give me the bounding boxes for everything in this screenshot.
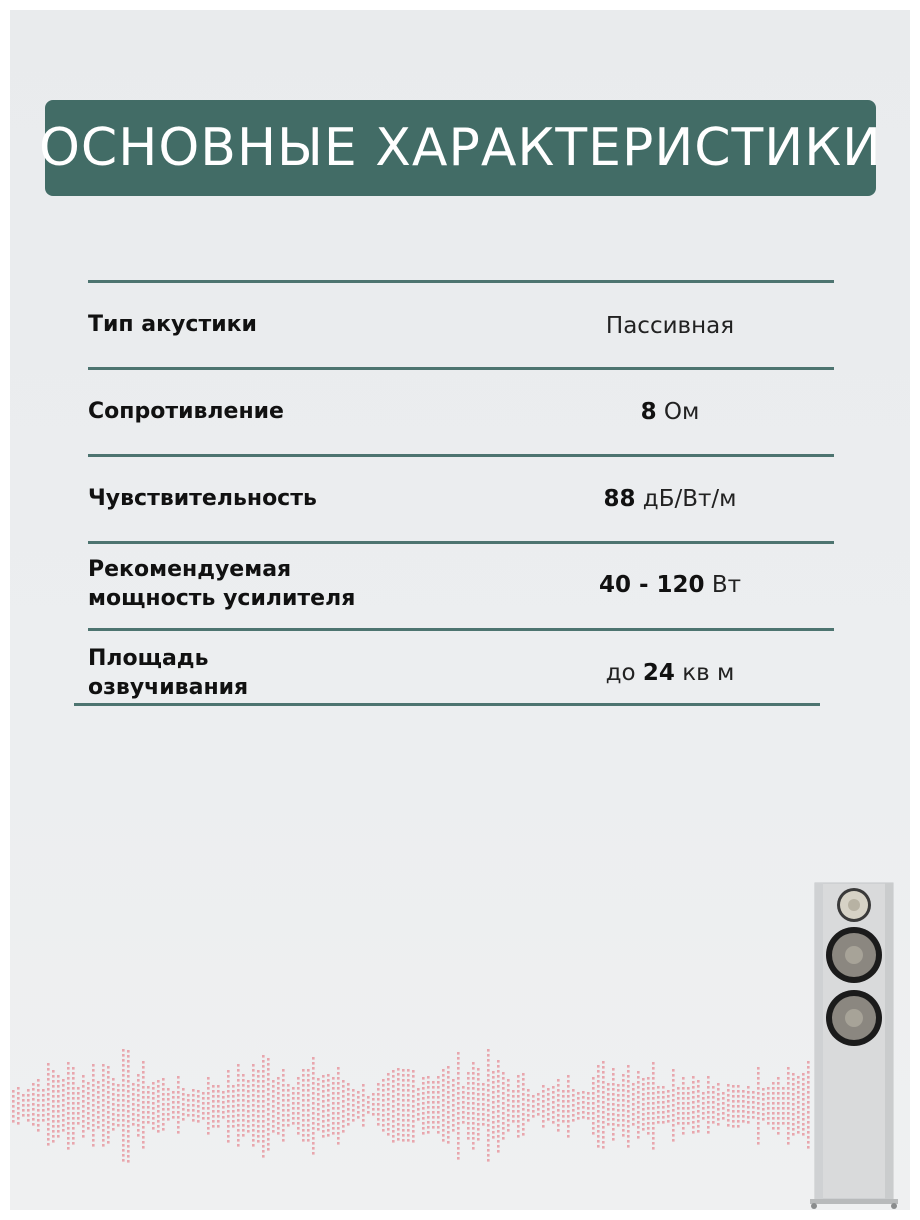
product-card bbox=[10, 10, 910, 1210]
divider bbox=[88, 541, 834, 544]
floorstanding-speaker-icon bbox=[800, 875, 910, 1210]
spec-label-impedance: Сопротивление bbox=[88, 399, 284, 424]
page-title: ОСНОВНЫЕ ХАРАКТЕРИСТИКИ bbox=[39, 118, 883, 178]
divider bbox=[88, 280, 834, 283]
spec-value-amp-power: 40 - 120 Вт bbox=[598, 572, 742, 598]
spec-label-amp-power: Рекомендуемая мощность усилителя bbox=[88, 557, 356, 611]
divider bbox=[88, 367, 834, 370]
divider bbox=[74, 703, 820, 706]
spec-label-type: Тип акустики bbox=[88, 312, 257, 337]
title-banner bbox=[39, 100, 883, 196]
divider bbox=[88, 628, 834, 631]
spec-label-coverage: Площадь озвучивания bbox=[88, 646, 249, 700]
spec-value-type: Пассивная bbox=[605, 313, 735, 339]
spec-label-sensitivity: Чувствительность bbox=[88, 486, 317, 511]
sound-waveform-icon bbox=[10, 1040, 910, 1170]
divider bbox=[88, 454, 834, 457]
spec-value-impedance: 8 Ом bbox=[640, 399, 700, 425]
spec-value-sensitivity: 88 дБ/Вт/м bbox=[603, 486, 737, 512]
spec-value-coverage: до 24 кв м bbox=[605, 660, 735, 686]
